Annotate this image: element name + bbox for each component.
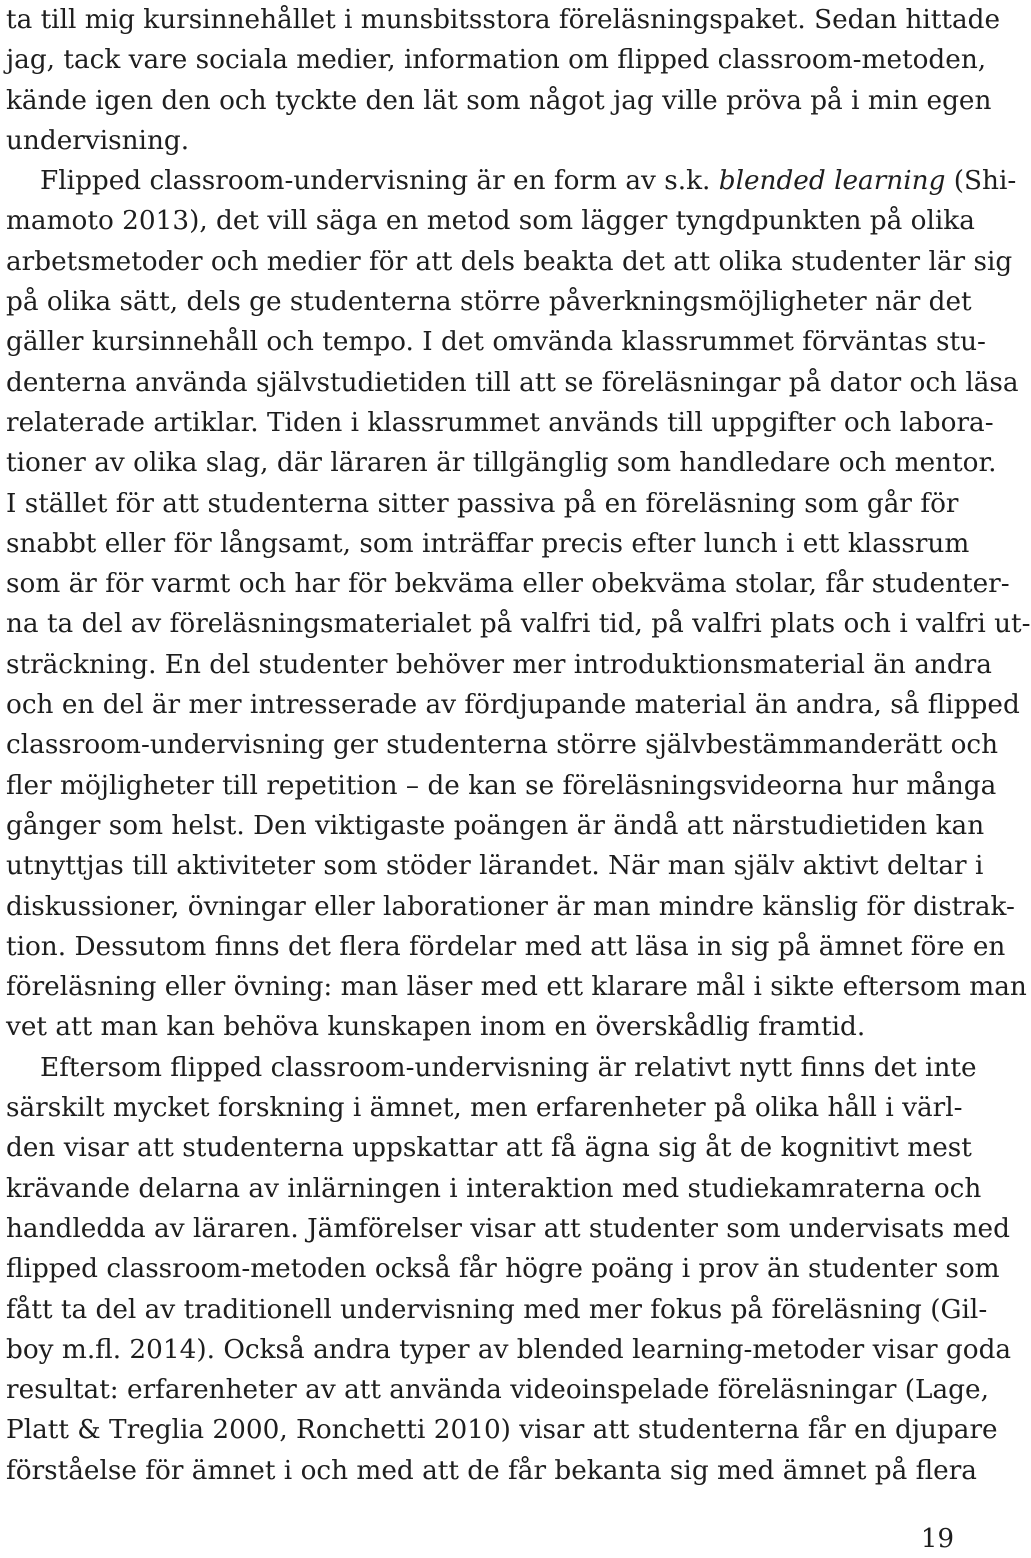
text-line: föreläsning eller övning: man läser med ett klarare mål i sikte eftersom man: [6, 972, 1027, 1003]
text-line: boy m.fl. 2014). Också andra typer av blended learning-metoder visar goda: [6, 1334, 1012, 1365]
text-line: särskilt mycket forskning i ämnet, men erfarenheter på olika håll i värl-: [6, 1093, 963, 1124]
text-line: relaterade artiklar. Tiden i klassrummet används till uppgifter och labora-: [6, 407, 994, 438]
text-line: na ta del av föreläsningsmaterialet på valfri tid, på valfri plats och i valfri ut-: [6, 609, 1031, 640]
text-line: undervisning.: [6, 125, 190, 156]
text-line: fått ta del av traditionell undervisning med mer fokus på föreläsning (Gil-: [6, 1294, 988, 1325]
text-line: gånger som helst. Den viktigaste poängen är ändå att närstudietiden kan: [6, 810, 985, 841]
text-line: ta till mig kursinnehållet i munsbitsstora föreläsningspaket. Sedan hittade: [6, 5, 1001, 35]
text-line: vet att man kan behöva kunskapen inom en överskådlig framtid.: [6, 1012, 866, 1043]
text-segment: (Shi-: [945, 166, 1017, 197]
text-line: I stället för att studenterna sitter passiva på en föreläsning som går för: [6, 488, 959, 519]
text-line: som är för varmt och har för bekväma eller obekväma stolar, får studenter-: [6, 569, 1010, 600]
page-number: 19: [920, 1524, 954, 1554]
text-segment: Flipped classroom-undervisning är en form av s.k.: [40, 166, 719, 197]
text-line: och en del är mer intresserade av fördjupande material än andra, så flipped: [6, 690, 1020, 721]
text-line: gäller kursinnehåll och tempo. I det omvända klassrummet förväntas stu-: [6, 327, 986, 358]
text-line: diskussioner, övningar eller laborationer är man mindre känslig för distrak-: [6, 891, 1015, 922]
text-line: resultat: erfarenheter av att använda videoinspelade föreläsningar (Lage,: [6, 1375, 989, 1406]
text-line: [6, 161, 1017, 201]
text-line: Platt & Treglia 2000, Ronchetti 2010) visar att studenterna får en djupare: [6, 1415, 998, 1446]
body-text: [6, 0, 1031, 1491]
text-line: tioner av olika slag, där läraren är tillgänglig som handledare och mentor.: [6, 448, 997, 479]
text-line: Eftersom flipped classroom-undervisning är relativt nytt finns det inte: [40, 1052, 977, 1083]
text-line: classroom-undervisning ger studenterna större självbestämmanderätt och: [6, 730, 999, 761]
text-line: kände igen den och tyckte den lät som något jag ville pröva på i min egen: [6, 85, 992, 116]
text-line: arbetsmetoder och medier för att dels beakta det att olika studenter lär sig: [6, 246, 1013, 277]
italic-term: blended learning: [718, 166, 946, 197]
text-line: flipped classroom-metoden också får högre poäng i prov än studenter som: [6, 1254, 1000, 1285]
text-line: snabbt eller för långsamt, som inträffar precis efter lunch i ett klassrum: [6, 528, 970, 559]
text-line: på olika sätt, dels ge studenterna större påverkningsmöjligheter när det: [6, 287, 972, 318]
text-line: handledda av läraren. Jämförelser visar att studenter som undervisats med: [6, 1213, 1010, 1244]
text-line: fler möjligheter till repetition – de kan se föreläsningsvideorna hur många: [6, 770, 997, 801]
text-line: denterna använda självstudietiden till att se föreläsningar på dator och läsa: [6, 367, 1019, 398]
text-line: förståelse för ämnet i och med att de får bekanta sig med ämnet på flera: [6, 1455, 977, 1486]
text-line: krävande delarna av inlärningen i interaktion med studiekamraterna och: [6, 1173, 982, 1204]
text-line: den visar att studenterna uppskattar att få ägna sig åt de kognitivt mest: [6, 1133, 972, 1164]
text-line: tion. Dessutom finns det flera fördelar med att läsa in sig på ämnet före en: [6, 931, 1006, 962]
text-line: jag, tack vare sociala medier, information om flipped classroom-metoden,: [6, 45, 987, 76]
text-line: utnyttjas till aktiviteter som stöder lärandet. När man själv aktivt deltar i: [6, 851, 984, 882]
text-line: mamoto 2013), det vill säga en metod som lägger tyngdpunkten på olika: [6, 206, 975, 237]
text-line: sträckning. En del studenter behöver mer introduktionsmaterial än andra: [6, 649, 992, 680]
